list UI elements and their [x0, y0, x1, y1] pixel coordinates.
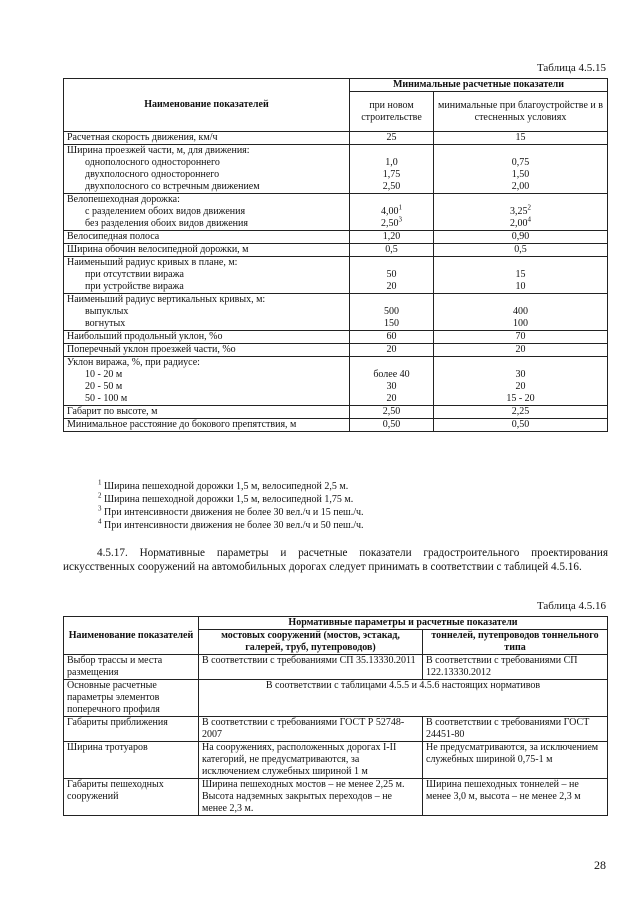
t1-new-cell: [350, 194, 434, 231]
footnote-mark: 3: [98, 504, 102, 513]
t1-cramped-cell: [434, 357, 608, 406]
t1-value: [437, 145, 604, 157]
t1-cramped-cell: [434, 244, 608, 257]
t1-value: [353, 194, 430, 206]
footnote-text: При интенсивности движения не более 30 вел./ч и 15 пеш./ч.: [101, 507, 364, 518]
t2-merged-cell: В соответствии с таблицами 4.5.5 и 4.5.6 настоящих нормативов: [199, 680, 608, 717]
t2-name-cell: Габариты пешеходных сооружений: [64, 779, 199, 816]
t2-tunnels-cell: В соответствии с требованиями ГОСТ 24451-80: [423, 717, 608, 742]
t2-bridges-cell: В соответствии с требованиями ГОСТ Р 52748-2007: [199, 717, 423, 742]
t1-value: 150: [384, 318, 399, 329]
table-row: [64, 294, 608, 331]
t1-value: 15: [515, 269, 526, 280]
t1-name-cell: [64, 344, 350, 357]
t1-value: [353, 145, 430, 157]
t1-value: 100: [513, 318, 528, 329]
t2-bridges-cell: Ширина пешеходных мостов – не менее 2,25 м. Высота надземных закрытых переходов – не менее 2,3 м.: [199, 779, 423, 816]
table-4-5-15-caption: Таблица 4.5.15: [536, 62, 606, 74]
t1-value: 25: [386, 132, 397, 143]
table-4-5-15: [63, 78, 608, 432]
table-row: [64, 655, 608, 680]
table-4-5-16-caption: Таблица 4.5.16: [536, 600, 606, 612]
t2-header-bridges: мостовых сооружений (мостов, эстакад, галерей, труб, путепроводов): [199, 630, 423, 655]
t1-value: более 40: [373, 369, 410, 380]
t1-value: [437, 294, 604, 306]
table-row: [64, 779, 608, 816]
t1-value: 60: [386, 331, 397, 342]
footnote-mark: 3: [398, 215, 402, 224]
t2-tunnels-cell: Не предусматриваются, за исключением служебных шириной 0,75-1 м: [423, 742, 608, 779]
t1-cramped-cell: [434, 145, 608, 194]
t1-name-line: 20 - 50 м: [85, 381, 123, 392]
t1-body: [64, 132, 608, 432]
footnote-mark: 4: [527, 215, 531, 224]
t1-value: 20: [386, 344, 397, 355]
t1-name-line: вогнутых: [85, 318, 126, 329]
t2-header-tunnels: тоннелей, путепроводов тоннельного типа: [423, 630, 608, 655]
t1-name-line: выпуклых: [85, 306, 129, 317]
t1-value: 2,00: [511, 181, 530, 192]
t1-new-cell: [350, 357, 434, 406]
t1-name-line: двухполосного одностороннего: [85, 169, 220, 180]
table-row: [64, 231, 608, 244]
page-number: 28: [594, 858, 606, 872]
t1-value: 3,25$^2$: [510, 203, 531, 217]
t1-name-cell: [64, 231, 350, 244]
t1-name-cell: [64, 294, 350, 331]
t1-name-line: Расчетная скорость движения, км/ч: [67, 132, 218, 143]
t1-value: 400: [513, 306, 528, 317]
t1-value: 2,50$^3$: [381, 215, 402, 229]
t1-header-cramped: минимальные при благоустройстве и в стесненных условиях: [434, 92, 608, 132]
footnote: [98, 493, 364, 506]
t1-value: 2,25: [511, 406, 530, 417]
t1-name-cell: [64, 419, 350, 432]
t1-value: 70: [515, 331, 526, 342]
t1-value: 0,5: [385, 244, 398, 255]
footnote-mark: 2: [527, 203, 531, 212]
t1-new-cell: [350, 406, 434, 419]
t1-name-line: Велосипедная полоса: [67, 231, 160, 242]
t1-header-name: Наименование показателей: [64, 79, 350, 132]
t1-name-line: двухполосного со встречным движением: [85, 181, 260, 192]
t1-name-line: Наибольший продольный уклон, %о: [67, 331, 223, 342]
table-4-5-16: [63, 616, 608, 816]
t1-name-cell: [64, 257, 350, 294]
t1-value: 1,0: [385, 157, 398, 168]
t1-value: [437, 357, 604, 369]
table-row: [64, 680, 608, 717]
t1-name-cell: [64, 357, 350, 406]
footnote: [98, 480, 364, 493]
t1-name-cell: [64, 132, 350, 145]
table-row: [64, 194, 608, 231]
footnote: [98, 519, 364, 532]
t1-value: 2,50: [382, 181, 401, 192]
t1-name-cell: [64, 145, 350, 194]
t1-name-cell: [64, 194, 350, 231]
t1-value: 15 - 20: [506, 393, 535, 404]
t2-name-cell: Ширина тротуаров: [64, 742, 199, 779]
t2-header-name: Наименование показателей: [64, 617, 199, 655]
t2-bridges-cell: В соответствии с требованиями СП 35.13330.2011: [199, 655, 423, 680]
t1-new-cell: [350, 145, 434, 194]
t2-tunnels-cell: В соответствии с требованиями СП 122.13330.2012: [423, 655, 608, 680]
footnote-mark: 1: [398, 203, 402, 212]
t1-name-cell: [64, 331, 350, 344]
t1-value: 0,75: [511, 157, 530, 168]
t1-value: [437, 194, 604, 206]
t1-name-line: Габарит по высоте, м: [67, 406, 158, 417]
t1-new-cell: [350, 231, 434, 244]
t1-value: 30: [386, 381, 397, 392]
t1-value: 0,90: [511, 231, 530, 242]
t1-value: 20: [386, 281, 397, 292]
t1-name-line: Уклон виража, %, при радиусе:: [67, 357, 200, 368]
t1-name-line: однополосного одностороннего: [85, 157, 220, 168]
t1-value: [437, 257, 604, 269]
t1-value: 10: [515, 281, 526, 292]
t2-name-cell: Выбор трассы и места размещения: [64, 655, 199, 680]
t1-new-cell: [350, 132, 434, 145]
t1-cramped-cell: [434, 406, 608, 419]
t1-value: [353, 257, 430, 269]
t1-value: 0,5: [514, 244, 527, 255]
t1-value: 20: [386, 393, 397, 404]
footnote-mark: 2: [98, 491, 102, 500]
footnote-mark: 1: [98, 478, 102, 487]
t2-bridges-cell: На сооружениях, расположенных дорогах I-II категорий, не предусматриваются, за исключением служебных шириной 1 м: [199, 742, 423, 779]
t1-name-line: 10 - 20 м: [85, 369, 123, 380]
t1-value: 20: [515, 344, 526, 355]
table-row: [64, 406, 608, 419]
t1-value: 0,50: [511, 419, 530, 430]
t2-name-cell: Основные расчетные параметры элементов поперечного профиля: [64, 680, 199, 717]
t1-new-cell: [350, 344, 434, 357]
paragraph-4-5-17: 4.5.17. Нормативные параметры и расчетные показатели градостроительного проектирования искусственных сооружений на автомобильных дорогах следует принимать в соответствии с таблицей 4.5.16.: [63, 547, 608, 573]
t1-name-line: с разделением обоих видов движения: [85, 206, 246, 217]
t1-new-cell: [350, 331, 434, 344]
t1-cramped-cell: [434, 231, 608, 244]
t1-name-line: Поперечный уклон проезжей части, %о: [67, 344, 236, 355]
table-row: [64, 244, 608, 257]
t1-value: 1,20: [382, 231, 401, 242]
table-row: [64, 742, 608, 779]
t1-value: 20: [515, 381, 526, 392]
t1-value: 30: [515, 369, 526, 380]
footnotes: [98, 480, 364, 532]
t1-name-line: Ширина проезжей части, м, для движения:: [67, 145, 250, 156]
t1-name-cell: [64, 406, 350, 419]
table-row: [64, 132, 608, 145]
t1-name-line: без разделения обоих видов движения: [85, 218, 248, 229]
t1-value: 500: [384, 306, 399, 317]
t1-cramped-cell: [434, 344, 608, 357]
t1-value: 4,00$^1$: [381, 203, 402, 217]
t1-value: 2,00$^4$: [510, 215, 531, 229]
t1-cramped-cell: [434, 294, 608, 331]
t1-value: 1,75: [382, 169, 401, 180]
t1-name-line: Ширина обочин велосипедной дорожки, м: [67, 244, 249, 255]
table-row: [64, 717, 608, 742]
t1-name-cell: [64, 244, 350, 257]
t1-value: 2,50: [382, 406, 401, 417]
t1-name-line: Наименьший радиус вертикальных кривых, м:: [67, 294, 266, 305]
t1-value: 0,50: [382, 419, 401, 430]
table-row: [64, 419, 608, 432]
t1-new-cell: [350, 257, 434, 294]
t1-name-line: Велопешеходная дорожка:: [67, 194, 180, 205]
t1-name-line: 50 - 100 м: [85, 393, 128, 404]
t1-header-group: Минимальные расчетные показатели: [350, 79, 608, 92]
t1-name-line: при отсутствии виража: [85, 269, 184, 280]
t1-name-line: Наименьший радиус кривых в плане, м:: [67, 257, 238, 268]
footnote-mark: 4: [98, 517, 102, 526]
table-row: [64, 145, 608, 194]
table-row: [64, 344, 608, 357]
t2-header-group: Нормативные параметры и расчетные показатели: [199, 617, 608, 630]
t1-new-cell: [350, 244, 434, 257]
t1-value: 50: [386, 269, 397, 280]
t2-name-cell: Габариты приближения: [64, 717, 199, 742]
t1-cramped-cell: [434, 194, 608, 231]
footnote-text: Ширина пешеходной дорожки 1,5 м, велосипедной 2,5 м.: [101, 481, 349, 492]
footnote-text: При интенсивности движения не более 30 вел./ч и 50 пеш./ч.: [101, 520, 364, 531]
t1-value: [353, 294, 430, 306]
t1-cramped-cell: [434, 419, 608, 432]
footnote-text: Ширина пешеходной дорожки 1,5 м, велосипедной 1,75 м.: [101, 494, 354, 505]
t1-value: 15: [515, 132, 526, 143]
t1-cramped-cell: [434, 331, 608, 344]
table-row: [64, 257, 608, 294]
footnote: [98, 506, 364, 519]
t1-name-line: Минимальное расстояние до бокового препятствия, м: [67, 419, 297, 430]
t1-name-line: при устройстве виража: [85, 281, 184, 292]
t1-new-cell: [350, 419, 434, 432]
table-row: [64, 331, 608, 344]
t1-cramped-cell: [434, 132, 608, 145]
t1-value: [353, 357, 430, 369]
t2-body: [64, 655, 608, 816]
t1-cramped-cell: [434, 257, 608, 294]
t2-tunnels-cell: Ширина пешеходных тоннелей – не менее 3,0 м, высота – не менее 2,3 м: [423, 779, 608, 816]
t1-header-new: при новом строительстве: [350, 92, 434, 132]
t1-new-cell: [350, 294, 434, 331]
t1-value: 1,50: [511, 169, 530, 180]
table-row: [64, 357, 608, 406]
